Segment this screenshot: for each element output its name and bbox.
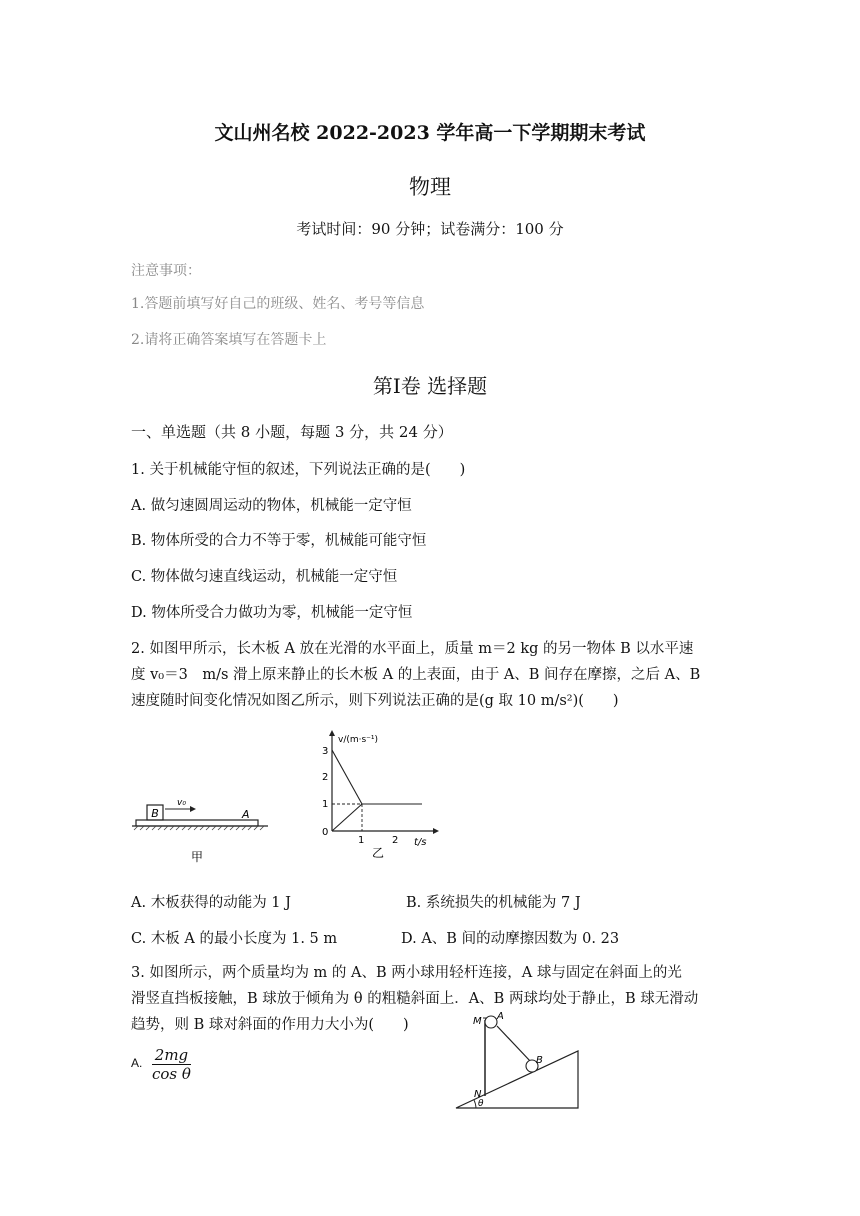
q2-stem-line1: 2. 如图甲所示，长木板 A 放在光滑的水平面上，质量 m＝2 kg 的另一物体 B 以水平速	[131, 641, 694, 657]
label-m: M	[473, 1016, 482, 1027]
figure-jia	[132, 796, 272, 866]
label-theta: θ	[478, 1099, 484, 1109]
y-axis-arrow	[329, 730, 335, 736]
angle-arc	[474, 1100, 476, 1108]
fraction-denominator: cos θ	[152, 1065, 191, 1083]
label-a: A	[242, 808, 250, 821]
notes-item-1: 1.答题前填写好自己的班级、姓名、考号等信息	[131, 296, 425, 312]
line-a-velocity	[332, 804, 362, 831]
y-tick-2: 2	[322, 772, 329, 783]
ball-a	[485, 1016, 497, 1028]
section-title: 第Ⅰ卷 选择题	[372, 374, 488, 398]
label-ball-a: A	[497, 1011, 504, 1022]
q2-stem-line2: 度 v₀＝3 m/s 滑上原来静止的长木板 A 的上表面，由于 A、B 间存在摩擦，之后 A、B	[131, 667, 701, 683]
x-tick-2: 2	[392, 835, 399, 846]
y-axis-label: v/(m·s⁻¹)	[338, 735, 379, 745]
q2-stem-line3: 速度随时间变化情况如图乙所示，则下列说法正确的是(g 取 10 m/s²)( )	[131, 693, 619, 709]
q2-option-c: C. 木板 A 的最小长度为 1. 5 m	[131, 931, 338, 947]
q3-stem-line2: 滑竖直挡板接触，B 球放于倾角为 θ 的粗糙斜面上．A、B 两球均处于静止，B 球无滑动	[131, 991, 699, 1007]
figure-yi-vt-graph	[310, 728, 445, 860]
x-axis-arrow	[433, 828, 439, 834]
q1-option-d: D. 物体所受合力做功为零，机械能一定守恒	[131, 605, 413, 621]
q1-option-c: C. 物体做匀速直线运动，机械能一定守恒	[131, 569, 398, 585]
exam-info: 考试时间：90 分钟；试卷满分：100 分	[296, 220, 564, 238]
q2-option-d: D. A、B 间的动摩擦因数为 0. 23	[401, 931, 620, 947]
y-tick-3: 3	[322, 746, 329, 757]
label-n: N	[474, 1089, 482, 1100]
notes-item-2: 2.请将正确答案填写在答题卡上	[131, 332, 327, 348]
part-heading: 一、单选题（共 8 小题，每题 3 分，共 24 分）	[131, 423, 453, 441]
label-b: B	[151, 807, 159, 820]
y-tick-0: 0	[322, 827, 329, 838]
q1-stem: 1. 关于机械能守恒的叙述，下列说法正确的是( )	[131, 462, 466, 478]
figure-q3-incline	[454, 1008, 584, 1112]
fraction-numerator: 2mg	[152, 1046, 191, 1065]
y-tick-1: 1	[322, 799, 329, 810]
arrow-head	[190, 806, 196, 812]
caption-yi: 乙	[372, 846, 385, 860]
board-a	[136, 820, 258, 826]
caption-jia: 甲	[190, 850, 204, 864]
line-b-velocity	[332, 750, 362, 804]
q1-option-b: B. 物体所受的合力不等于零，机械能可能守恒	[131, 533, 427, 549]
x-tick-1: 1	[358, 835, 365, 846]
q3-option-a-formula	[152, 1046, 191, 1083]
q1-option-a: A. 做匀速圆周运动的物体，机械能一定守恒	[131, 498, 412, 514]
q2-option-a: A. 木板获得的动能为 1 J	[131, 895, 291, 911]
label-ball-b: B	[536, 1055, 543, 1066]
q2-option-b: B. 系统损失的机械能为 7 J	[406, 895, 581, 911]
subject-title: 物理	[409, 175, 451, 199]
x-axis-label: t/s	[414, 837, 427, 848]
fraction	[152, 1046, 191, 1083]
q3-option-a-label: A.	[131, 1056, 143, 1070]
q3-stem-line3: 趋势，则 B 球对斜面的作用力大小为( )	[131, 1017, 409, 1033]
notes-heading: 注意事项：	[131, 263, 201, 279]
label-v0: v₀	[177, 798, 186, 808]
exam-title: 文山州名校 2022-2023 学年高一下学期期末考试	[214, 122, 646, 144]
light-rod	[497, 1026, 531, 1062]
q3-stem-line1: 3. 如图所示，两个质量均为 m 的 A、B 两小球用轻杆连接，A 球与固定在斜面上的光	[131, 965, 682, 981]
